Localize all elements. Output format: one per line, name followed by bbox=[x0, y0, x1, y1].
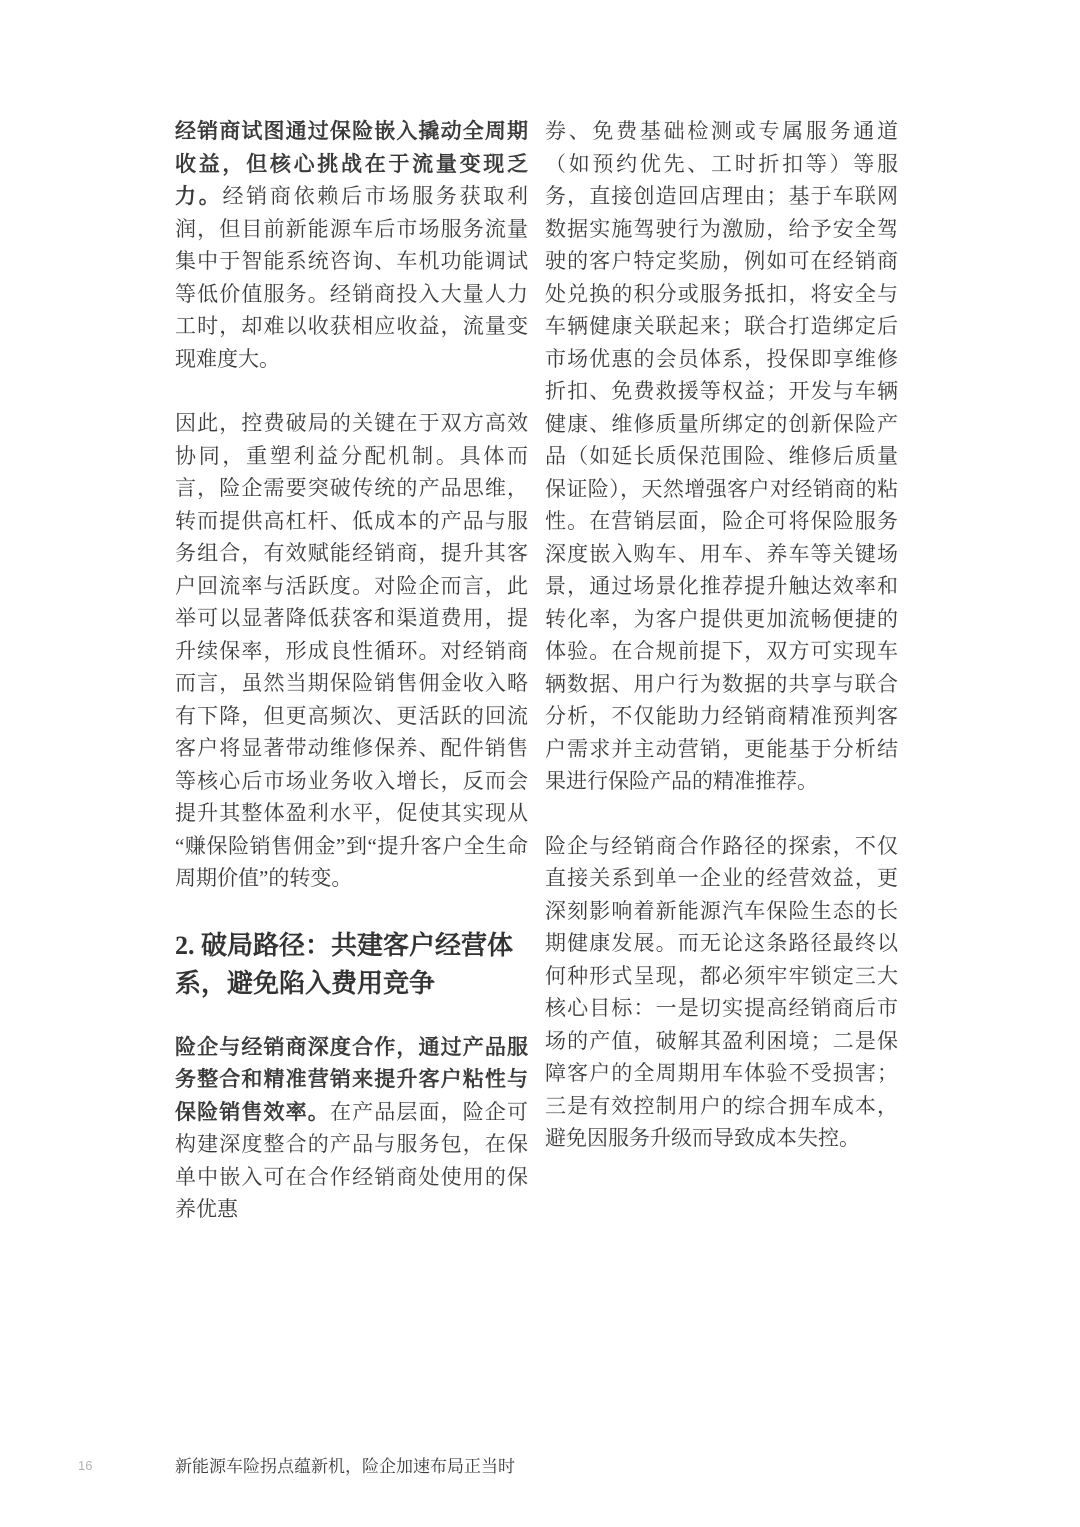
left-column bbox=[175, 115, 528, 1226]
paragraph-dealer-challenge bbox=[175, 115, 528, 375]
paragraph-body-text: 经销商依赖后市场服务获取利润，但目前新能源车后市场服务流量集中于智能系统咨询、车机功能调试等低价值服务。经销商投入大量人力工时，却难以收获相应收益，流量变现难度大。 bbox=[175, 184, 529, 371]
page-number: 16 bbox=[78, 1458, 93, 1473]
paragraph-cost-control: 因此，控费破局的关键在于双方高效协同，重塑利益分配机制。具体而言，险企需要突破传统的产品思维，转而提供高杠杆、低成本的产品与服务组合，有效赋能经销商，提升其客户回流率与活跃度。对险企而言，此举可以显著降低获客和渠道费用，提升续保率，形成良性循环。对经销商而言，虽然当期保险销售佣金收入略有下降，但更高频次、更活跃的回流客户将显著带动维修保养、配件销售等核心后市场业务收入增长，反而会提升其整体盈利水平，促使其实现从“赚保险销售佣金”到“提升客户全生命周期价值”的转变。 bbox=[175, 411, 528, 890]
paragraph-three-goals: 险企与经销商合作路径的探索，不仅直接关系到单一企业的经营效益，更深刻影响着新能源汽车保险生态的长期健康发展。而无论这条路径最终以何种形式呈现，都必须牢牢锁定三大核心目标：一是切实提高经销商后市场的产值，破解其盈利困境；二是保障客户的全周期用车体验不受损害；三是有效控制用户的综合拥车成本，避免因服务升级而导致成本失控。 bbox=[545, 833, 898, 1150]
section-heading: 2. 破局路径：共建客户经营体系，避免陷入费用竞争 bbox=[175, 930, 514, 998]
right-column bbox=[545, 115, 898, 1155]
paragraph-lead-bold: 险企与经销商深度合作，通过产品服务整合和精准营销来提升客户粘性与保险销售效率。 bbox=[175, 1034, 528, 1124]
paragraph-service-coupons: 券、免费基础检测或专属服务通道（如预约优先、工时折扣等）等服务，直接创造回店理由；基于车联网数据实施驾驶行为激励，给予安全驾驶的客户特定奖励，例如可在经销商处兑换的积分或服务抵扣，将安全与车辆健康关联起来；联合打造绑定后市场优惠的会员体系，投保即享维修折扣、免费救援等权益；开发与车辆健康、维修质量所绑定的创新保险产品（如延长质保范围险、维修后质量保证险），天然增强客户对经销商的粘性。在营销层面，险企可将保险服务深度嵌入购车、用车、养车等关键场景，通过场景化推荐提升触达效率和转化率，为客户提供更加流畅便捷的体验。在合规前提下，双方可实现车辆数据、用户行为数据的共享与联合分析，不仅能助力经销商精准预判客户需求并主动营销，更能基于分析结果进行保险产品的精准推荐。 bbox=[545, 119, 898, 793]
footer-report-title: 新能源车险拐点蕴新机，险企加速布局正当时 bbox=[175, 1457, 515, 1476]
paragraph-lead-bold: 经销商试图通过保险嵌入撬动全周期收益，但核心挑战在于流量变现乏力。 bbox=[175, 119, 528, 208]
paragraph-body-text: 在产品层面，险企可构建深度整合的产品与服务包，在保单中嵌入可在合作经销商处使用的保养优惠 bbox=[175, 1099, 529, 1221]
footer bbox=[0, 1448, 1080, 1488]
paragraph-cooperation bbox=[175, 1031, 528, 1226]
